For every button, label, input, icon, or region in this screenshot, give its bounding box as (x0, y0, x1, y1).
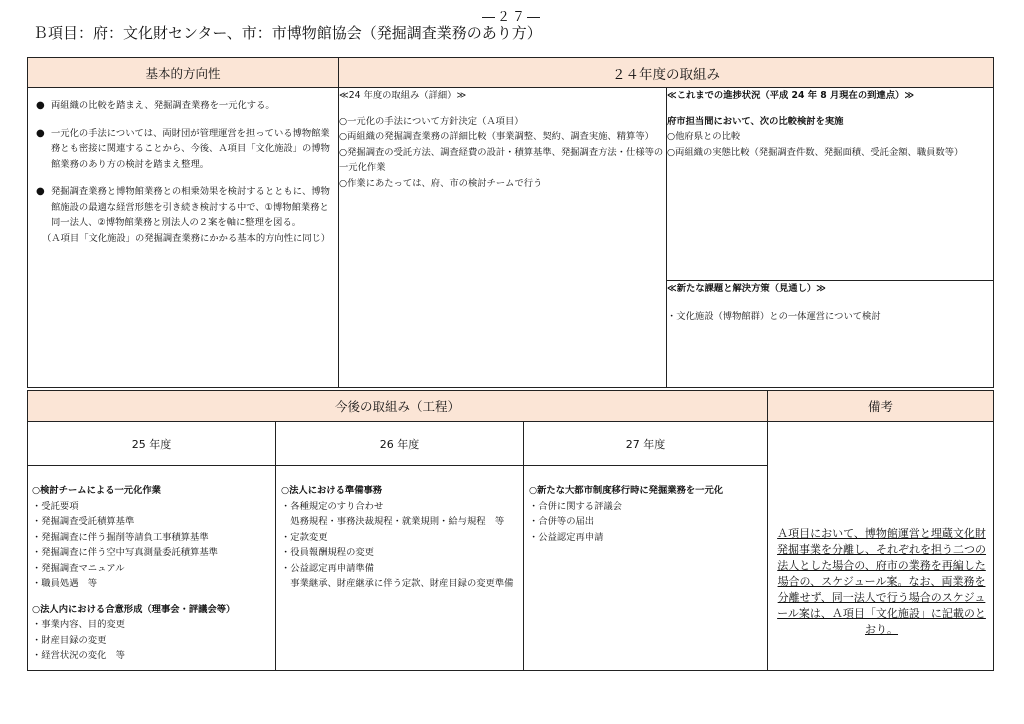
document-title: Ｂ項目：府：文化財センター、市：市博物館協会（発掘調査業務のあり方） (33, 24, 542, 42)
year-25-item: ・事業内容、目的変更 (32, 619, 125, 630)
year-25-cell (28, 466, 276, 671)
fy24-progress-cell (667, 88, 994, 281)
year-25-item: ・職員処遇 等 (32, 578, 98, 589)
remarks-header: 備考 (768, 391, 994, 422)
fy24-header: ２４年度の取組み (339, 58, 994, 88)
year-26-item: 処務規程・事務決裁規程・就業規則・給与規程 等 (281, 516, 505, 527)
year-26-cell (276, 466, 524, 671)
fy24-progress-line: ○両組織の実態比較（発掘調査件数、発掘面積、受託金額、職員数等） (667, 146, 964, 158)
fy24-detail-line: ○作業にあたっては、府、市の検討チームで行う (339, 177, 543, 189)
fy24-issues-cell (667, 281, 994, 388)
year-25-section-title: ○検討チームによる一元化作業 (32, 485, 161, 496)
year-26-section-title: ○法人における準備事務 (281, 485, 383, 496)
year-25-item: ・発掘調査マニュアル (32, 562, 125, 574)
year-25-item: ・発掘調査に伴う空中写真測量委託積算基準 (32, 547, 218, 558)
year-25-item: ・財産目録の変更 (32, 634, 107, 646)
fy24-issues-line: ・文化施設（博物館群）との一体運営について検討 (667, 310, 881, 322)
year-27-item: ・公益認定再申請 (529, 531, 604, 543)
fy24-detail-title: ≪24 年度の取組み（詳細）≫ (339, 90, 467, 101)
upper-table (27, 57, 994, 388)
year-27-label: 27 年度 (524, 422, 768, 466)
basic-note: （Ａ項目「文化施設」の発掘調査業務にかかる基本的方向性に同じ） (42, 232, 331, 244)
fy24-issues-title: ≪新たな課題と解決方策（見通し）≫ (667, 283, 826, 294)
year-26-item: ・定款変更 (281, 531, 328, 543)
year-25-item: ・経営状況の変化 等 (32, 650, 125, 661)
basic-item: ● 発掘調査業務と博物館業務との相乗効果を検討するとともに、博物館施設の最適な経営形態を引き続き検討する中で、①博物館業務と同一法人、②博物館業務と別法人の２案を軸に整理を図る。 (34, 184, 332, 231)
year-25-section-title: ○法人内における合意形成（理事会・評議会等） (32, 603, 236, 615)
year-26-label: 26 年度 (276, 422, 524, 466)
year-26-item: ・各種規定のすり合わせ (281, 500, 384, 512)
year-27-cell (524, 466, 768, 671)
year-27-section-title: ○新たな大都市制度移行時に発掘業務を一元化 (529, 485, 724, 496)
year-27-item: ・合併等の届出 (529, 516, 595, 527)
lower-table (27, 390, 994, 671)
page-number: ―２７― (481, 10, 542, 25)
year-25-label: 25 年度 (28, 422, 276, 466)
basic-item: ● 一元化の手法については、両財団が管理運営を担っている博物館業務とも密接に関連することから、今後、Ａ項目「文化施設」の博物館業務のあり方の検討を踏まえ整理。 (34, 126, 332, 173)
fy24-detail-line: ○両組織の発掘調査業務の詳細比較（事業調整、契約、調査実施、精算等） (339, 131, 654, 142)
year-26-item: 事業継承、財産継承に伴う定款、財産目録の変更準備 (281, 578, 514, 589)
future-header: 今後の取組み（工程） (28, 391, 768, 422)
fy24-detail-line: ○発掘調査の受託方法、調査経費の設計・積算基準、発掘調査方法・仕様等の一元化作業 (339, 146, 664, 173)
basic-direction-cell (28, 88, 339, 388)
year-26-item: ・公益認定再申請準備 (281, 562, 374, 574)
basic-direction-list (28, 88, 338, 231)
basic-direction-header: 基本的方向性 (28, 58, 339, 88)
basic-item: ● 両組織の比較を踏まえ、発掘調査業務を一元化する。 (34, 98, 332, 114)
fy24-progress-subtitle: 府市担当間において、次の比較検討を実施 (667, 115, 844, 127)
year-25-item: ・受託要項 (32, 500, 79, 512)
year-27-item: ・合併に関する評議会 (529, 500, 622, 512)
year-26-item: ・役員報酬規程の変更 (281, 547, 374, 558)
remarks-text: Ａ項目において、博物館運営と埋蔵文化財発掘事業を分離し、それぞれを担う二つの法人とした場合の、府市の業務を再編した場合の、スケジュール案。なお、両業務を分離せず、同一法人で行う場合のスケジュール案は、Ａ項目「文化施設」に記載のとおり。 (768, 422, 994, 671)
fy24-detail-cell (339, 88, 667, 388)
fy24-detail-line: ○一元化の手法について方針決定（Ａ項目） (339, 115, 524, 127)
year-25-item: ・発掘調査に伴う掘削等請負工事積算基準 (32, 531, 209, 543)
year-25-item: ・発掘調査受託積算基準 (32, 516, 135, 527)
fy24-progress-line: ○他府県との比較 (667, 131, 741, 142)
fy24-progress-title: ≪これまでの進捗状況（平成 24 年 8 月現在の到達点）≫ (667, 90, 915, 101)
